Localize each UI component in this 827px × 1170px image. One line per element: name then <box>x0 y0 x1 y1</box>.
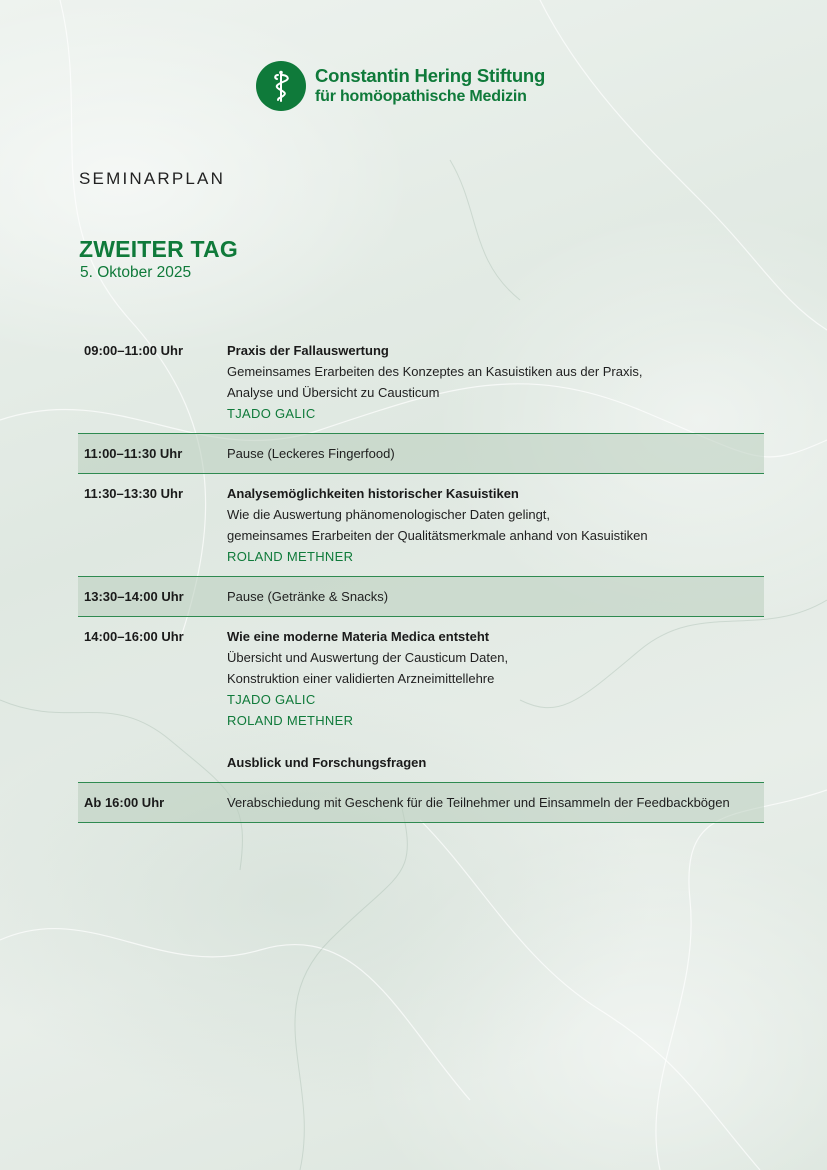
day-title: ZWEITER TAG <box>79 236 238 262</box>
caduceus-icon <box>256 61 306 111</box>
session-description-line: Wie die Auswertung phänomenologischer Daten gelingt, <box>227 507 551 522</box>
schedule-time: 14:00–16:00 Uhr <box>84 629 184 644</box>
schedule-time: Ab 16:00 Uhr <box>84 795 165 810</box>
section-label: SEMINARPLAN <box>79 169 226 188</box>
schedule-time: 11:30–13:30 Uhr <box>84 486 184 501</box>
break-text: Pause (Leckeres Fingerfood) <box>227 446 395 461</box>
session-description-line: gemeinsames Erarbeiten der Qualitätsmerkmale anhand von Kasuistiken <box>227 528 648 543</box>
schedule-row <box>78 474 764 577</box>
schedule-row <box>78 338 764 434</box>
schedule-table <box>78 338 764 823</box>
brand-name-line1: Constantin Hering Stiftung <box>315 65 546 86</box>
session-title: Wie eine moderne Materia Medica entsteht <box>227 629 490 644</box>
session-extra-title: Ausblick und Forschungsfragen <box>227 755 427 770</box>
speaker-name: TJADO GALIC <box>227 406 316 421</box>
schedule-content <box>227 626 764 773</box>
session-description-line: Übersicht und Auswertung der Causticum Daten, <box>227 650 509 665</box>
brand-name <box>315 65 545 107</box>
day-date: 5. Oktober 2025 <box>80 264 192 281</box>
schedule-time: 11:00–11:30 Uhr <box>84 446 183 461</box>
session-title: Analysemöglichkeiten historischer Kasuistiken <box>227 486 519 501</box>
schedule-time: 13:30–14:00 Uhr <box>84 589 184 604</box>
schedule-row-break <box>78 577 764 617</box>
speaker-name: TJADO GALIC <box>227 692 316 707</box>
break-text: Pause (Getränke & Snacks) <box>227 589 389 604</box>
schedule-row-closing <box>78 783 764 823</box>
speaker-name: ROLAND METHNER <box>227 549 354 564</box>
session-description-line: Analyse und Übersicht zu Causticum <box>227 385 440 400</box>
speaker-name: ROLAND METHNER <box>227 713 354 728</box>
closing-text: Verabschiedung mit Geschenk für die Teilnehmer und Einsammeln der Feedbackbögen <box>227 795 730 810</box>
schedule-time: 09:00–11:00 Uhr <box>84 343 184 358</box>
schedule-row-break <box>78 434 764 474</box>
brand-header <box>256 61 545 111</box>
schedule-row <box>78 617 764 783</box>
session-title: Praxis der Fallauswertung <box>227 343 389 358</box>
schedule-content <box>227 483 764 567</box>
session-description-line: Konstruktion einer validierten Arzneimittellehre <box>227 671 495 686</box>
schedule-content <box>227 340 764 424</box>
spacer <box>227 731 764 752</box>
session-description-line: Gemeinsames Erarbeiten des Konzeptes an Kasuistiken aus der Praxis, <box>227 364 643 379</box>
brand-name-line2: für homöopathische Medizin <box>315 88 527 105</box>
